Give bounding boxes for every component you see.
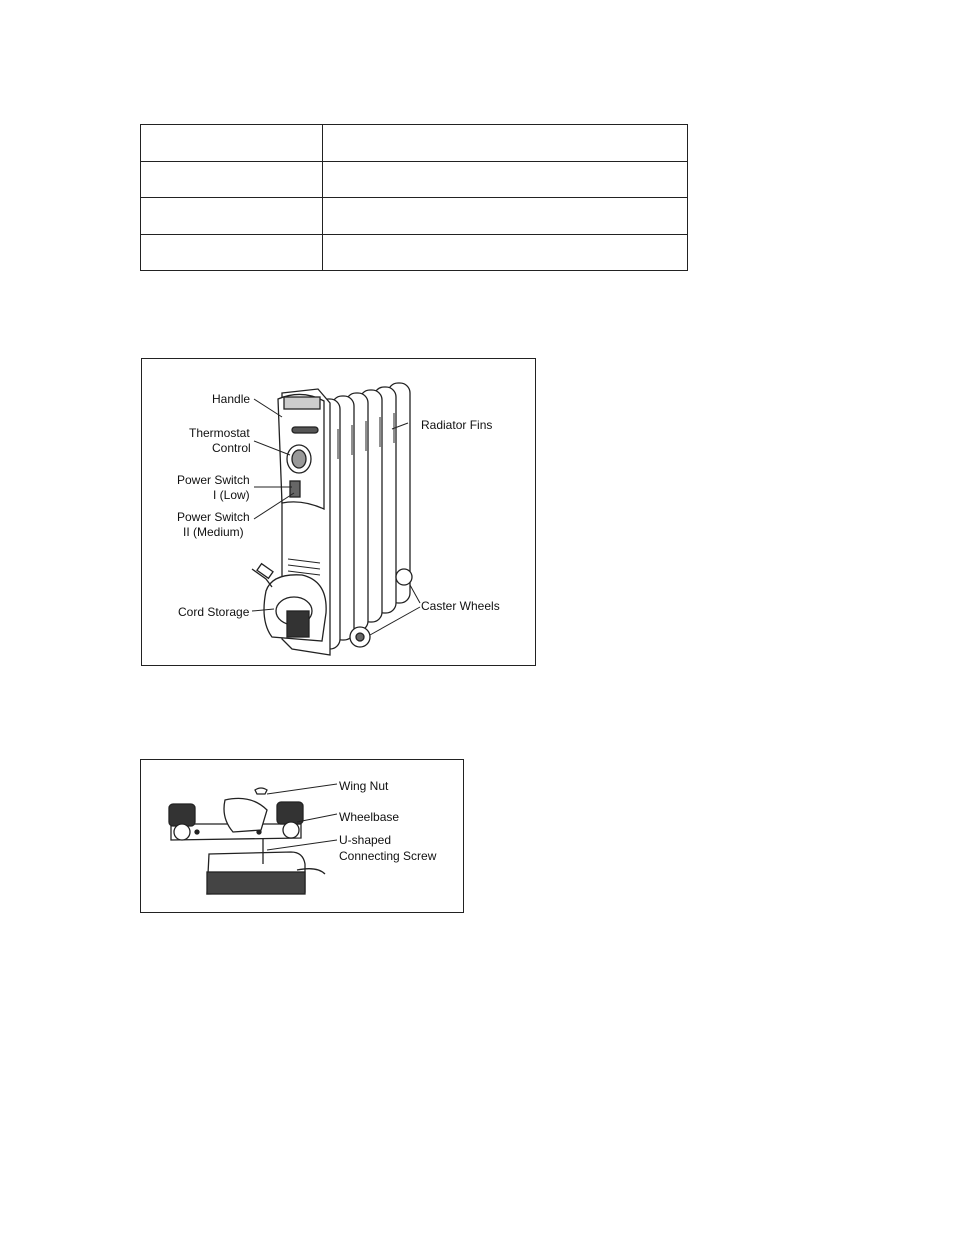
label-wing-nut: Wing Nut: [339, 779, 389, 793]
table-cell: [141, 161, 323, 198]
spec-table: [140, 124, 688, 271]
table-cell: [141, 125, 323, 162]
label-switch2-line2: II (Medium): [183, 525, 244, 539]
wheelbase-illustration: [141, 760, 463, 912]
heater-parts-figure: [141, 358, 536, 666]
table-cell: [141, 198, 323, 235]
table-cell: [323, 198, 688, 235]
label-switch2-line1: Power Switch: [177, 510, 250, 524]
label-thermostat-line1: Thermostat: [189, 426, 250, 440]
label-cord-storage: Cord Storage: [178, 605, 250, 619]
table-row: [141, 125, 688, 162]
label-switch1-line2: I (Low): [213, 488, 250, 502]
label-handle: Handle: [212, 392, 251, 406]
table-cell: [323, 161, 688, 198]
label-screw-line2: Connecting Screw: [339, 849, 437, 863]
table-row: [141, 198, 688, 235]
wheelbase-assembly-figure: [140, 759, 464, 913]
label-wheelbase: Wheelbase: [339, 810, 400, 824]
table-row: [141, 161, 688, 198]
label-radiator-fins: Radiator Fins: [421, 418, 493, 432]
heater-illustration: [142, 359, 535, 665]
table-cell: [323, 234, 688, 271]
label-switch1-line1: Power Switch: [177, 473, 250, 487]
label-caster-wheels: Caster Wheels: [421, 599, 500, 613]
label-screw-line1: U-shaped: [339, 833, 392, 847]
table-row: [141, 234, 688, 271]
table-cell: [141, 234, 323, 271]
table-cell: [323, 125, 688, 162]
label-thermostat-line2: Control: [212, 441, 251, 455]
